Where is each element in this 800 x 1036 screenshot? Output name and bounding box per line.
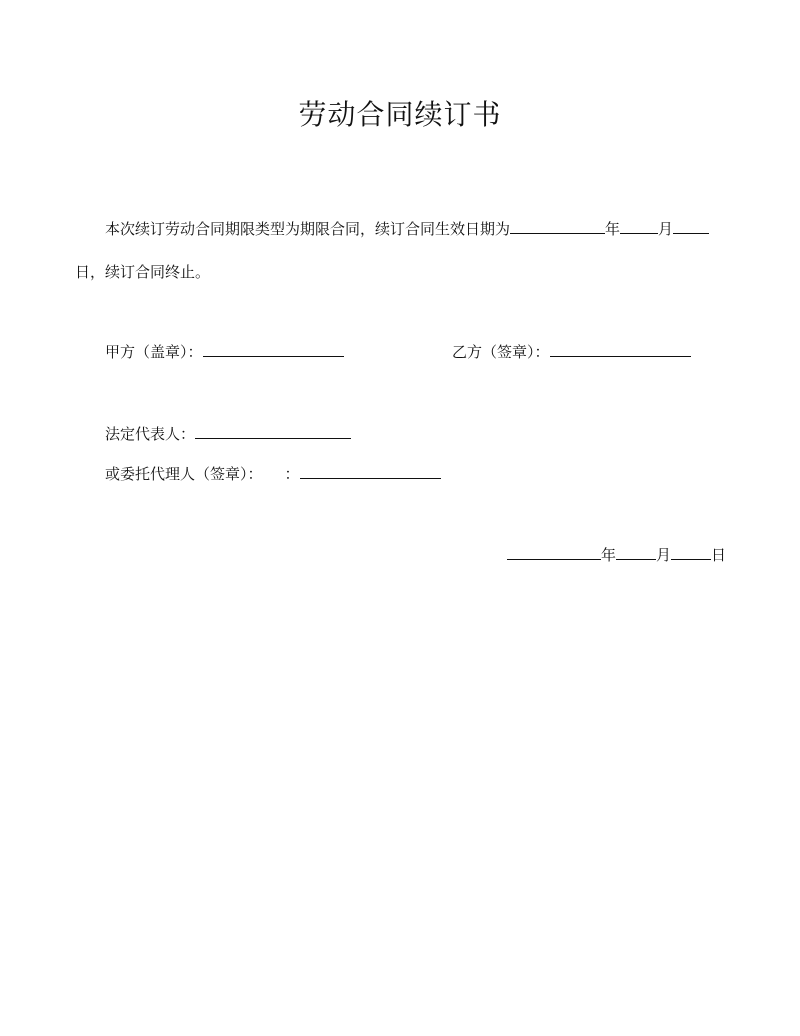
signing-year-blank[interactable] — [507, 545, 601, 560]
legal-representative-label: 法定代表人： — [105, 425, 196, 443]
signing-month-label: 月 — [656, 546, 672, 564]
agent-signature — [105, 464, 441, 484]
effective-day-blank[interactable] — [673, 219, 709, 234]
agent-blank[interactable] — [300, 464, 441, 479]
month-label: 月 — [658, 220, 674, 238]
renewal-paragraph-line1 — [105, 219, 709, 239]
renewal-paragraph-line2: 日，续订合同终止。 — [75, 263, 211, 281]
agent-colon: ： — [284, 465, 300, 483]
document-title: 劳动合同续订书 — [298, 98, 502, 131]
party-a-signature — [105, 342, 344, 362]
year-label: 年 — [605, 220, 621, 238]
party-a-label: 甲方（盖章）： — [105, 343, 203, 361]
signing-day-label: 日 — [711, 546, 727, 564]
renewal-paragraph-text: 本次续订劳动合同期限类型为期限合同，续订合同生效日期为 — [105, 220, 511, 238]
signing-date — [507, 545, 726, 565]
signing-year-label: 年 — [601, 546, 617, 564]
party-b-label: 乙方（签章）： — [452, 343, 550, 361]
party-a-blank[interactable] — [203, 342, 344, 357]
effective-year-blank[interactable] — [510, 219, 605, 234]
party-b-signature — [452, 342, 691, 362]
agent-label: 或委托代理人（签章）： — [105, 465, 263, 483]
signing-month-blank[interactable] — [616, 545, 656, 560]
party-b-blank[interactable] — [550, 342, 691, 357]
legal-representative-signature — [105, 424, 351, 444]
effective-month-blank[interactable] — [620, 219, 658, 234]
signing-day-blank[interactable] — [671, 545, 711, 560]
legal-representative-blank[interactable] — [195, 424, 351, 439]
